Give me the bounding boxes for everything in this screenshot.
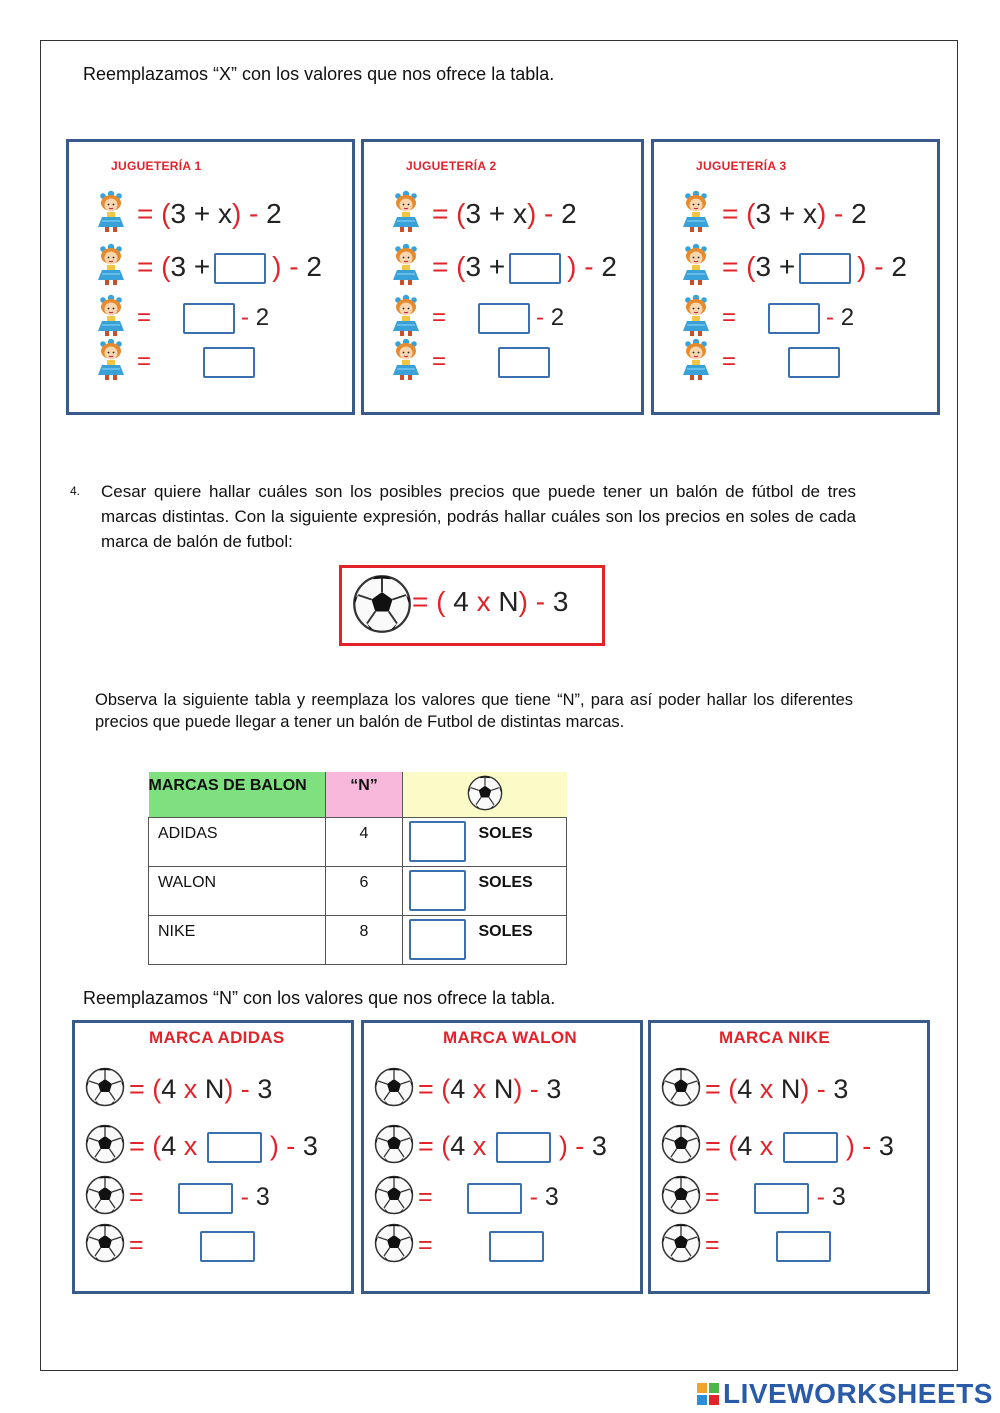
eq-part: 2: [550, 304, 565, 331]
soccer-ball-icon: [352, 574, 412, 634]
eq-part: x: [752, 1074, 781, 1104]
box-title: MARCA NIKE: [719, 1028, 830, 1047]
equation-row: [69, 294, 352, 342]
soccer-ball-icon: [661, 1124, 701, 1164]
doll-icon: [679, 294, 713, 338]
eq-part: 3: [878, 1131, 894, 1161]
equation-row: [364, 1173, 640, 1221]
eq-part: 3 +: [755, 251, 796, 282]
equation-row: [654, 338, 937, 386]
eq-part: ) -: [224, 1074, 258, 1104]
eq-part: =: [432, 348, 447, 375]
doll-icon: [679, 190, 713, 234]
equation-text: [432, 190, 577, 238]
unit-label: SOLES: [478, 923, 533, 940]
equation-text: [418, 1122, 607, 1170]
observe-paragraph: Observa la siguiente tabla y reemplaza los valores que tiene “N”, para así poder hallar los diferentes precios que puede llegar a tener un balón de Futbol de distintas marcas.: [95, 691, 853, 731]
eq-part: ) -: [845, 1131, 879, 1161]
n-cell: [326, 916, 403, 965]
eq-part: 2: [306, 251, 322, 282]
ball-brand-box: [72, 1020, 354, 1294]
equation-row: [651, 1065, 927, 1113]
eq-part: 4: [450, 1074, 466, 1104]
soccer-ball-icon: [661, 1223, 701, 1263]
formula-part: = (: [412, 586, 454, 617]
eq-part: 3 +: [465, 251, 506, 282]
doll-icon: [389, 338, 423, 382]
eq-part: = (: [722, 198, 756, 229]
liveworksheets-mark-icon: [697, 1383, 719, 1405]
eq-part: 2: [840, 304, 855, 331]
eq-part: ) -: [269, 1131, 303, 1161]
equation-text: [722, 294, 854, 342]
equation-row: [364, 338, 641, 386]
equation-text: [129, 1065, 272, 1113]
soccer-ball-icon: [374, 1175, 414, 1215]
equation-row: [364, 1221, 640, 1269]
equation-row: [69, 190, 352, 238]
answer-blank[interactable]: [783, 1132, 838, 1163]
eq-part: x: [752, 1131, 781, 1161]
answer-blank[interactable]: [489, 1231, 544, 1262]
eq-part: = (: [705, 1131, 738, 1161]
eq-part: 3 + x: [465, 198, 527, 229]
eq-part: 4: [737, 1131, 753, 1161]
brand-cell: [149, 916, 326, 965]
price-cell: [403, 818, 567, 867]
eq-part: = (: [129, 1074, 162, 1104]
eq-part: 3 + x: [170, 198, 232, 229]
eq-part: =: [137, 304, 152, 331]
equation-row: [75, 1065, 351, 1113]
answer-blank[interactable]: [799, 253, 851, 284]
equation-text: [722, 338, 840, 386]
box-title: JUGUETERÍA 1: [111, 159, 202, 173]
answer-blank[interactable]: [509, 253, 561, 284]
eq-part: x: [176, 1131, 205, 1161]
eq-part: = (: [705, 1074, 738, 1104]
brands-table: [148, 772, 567, 965]
n-value: 4: [359, 825, 369, 842]
soccer-ball-icon: [85, 1175, 125, 1215]
equation-text: [418, 1173, 559, 1221]
price-cell: [403, 867, 567, 916]
intro-n: Reemplazamos “N” con los valores que nos ofrece la tabla.: [83, 988, 556, 1008]
equation-text: [432, 243, 617, 291]
toy-store-box: [651, 139, 940, 415]
answer-blank[interactable]: [207, 1132, 262, 1163]
eq-part: x: [465, 1131, 494, 1161]
equation-text: [129, 1221, 255, 1269]
table-row: [149, 867, 567, 916]
doll-icon: [94, 243, 128, 287]
equation-text: [418, 1065, 561, 1113]
equation-text: [137, 294, 269, 342]
box-title: MARCA ADIDAS: [149, 1028, 285, 1047]
eq-part: 3: [546, 1074, 562, 1104]
answer-blank[interactable]: [178, 1183, 233, 1214]
formula-part: 4: [453, 586, 469, 617]
eq-part: 2: [266, 198, 282, 229]
doll-icon: [679, 243, 713, 287]
price-cell: [403, 916, 567, 965]
eq-part: -: [241, 304, 256, 331]
brand-name: NIKE: [158, 923, 196, 940]
brand-name: ADIDAS: [158, 825, 218, 842]
eq-part: 2: [255, 304, 270, 331]
eq-part: ) -: [816, 198, 852, 229]
equation-row: [364, 1122, 640, 1170]
equation-row: [654, 243, 937, 291]
equation-row: [651, 1221, 927, 1269]
equation-text: [129, 1173, 270, 1221]
eq-part: 3 +: [170, 251, 211, 282]
header-brand: [149, 772, 326, 818]
equation-text: [137, 190, 282, 238]
answer-blank[interactable]: [183, 303, 235, 334]
eq-part: ) -: [231, 198, 267, 229]
eq-part: =: [129, 1183, 144, 1211]
soccer-ball-icon: [661, 1175, 701, 1215]
eq-part: = (: [432, 251, 466, 282]
box-title: JUGUETERÍA 2: [406, 159, 497, 173]
n-value: 8: [359, 923, 369, 940]
table-row: [149, 916, 567, 965]
eq-part: 4: [450, 1131, 466, 1161]
soccer-ball-icon: [661, 1067, 701, 1107]
eq-part: =: [418, 1183, 433, 1211]
box-title: JUGUETERÍA 3: [696, 159, 787, 173]
answer-blank[interactable]: [788, 347, 840, 378]
answer-blank[interactable]: [498, 347, 550, 378]
doll-icon: [94, 190, 128, 234]
equation-row: [364, 243, 641, 291]
eq-part: = (: [432, 198, 466, 229]
toy-store-box: [361, 139, 644, 415]
eq-part: -: [536, 304, 551, 331]
eq-part: ) -: [558, 1131, 592, 1161]
eq-part: =: [137, 348, 152, 375]
intro-x: Reemplazamos “X” con los valores que nos ofrece la tabla.: [83, 64, 555, 84]
eq-part: ) -: [800, 1074, 834, 1104]
header-n: [326, 772, 403, 818]
answer-blank[interactable]: [203, 347, 255, 378]
equation-text: [137, 338, 255, 386]
equation-text: [432, 338, 550, 386]
eq-part: = (: [418, 1074, 451, 1104]
equation-text: [705, 1065, 848, 1113]
formula-box: [339, 565, 605, 646]
eq-part: x: [465, 1074, 494, 1104]
equation-text: [705, 1173, 846, 1221]
answer-blank[interactable]: [496, 1132, 551, 1163]
eq-part: ) -: [513, 1074, 547, 1104]
eq-part: =: [722, 348, 737, 375]
brand-cell: [149, 818, 326, 867]
eq-part: =: [418, 1231, 433, 1259]
eq-part: ) -: [567, 251, 602, 282]
answer-blank[interactable]: [214, 253, 266, 284]
eq-part: 4: [161, 1131, 177, 1161]
equation-row: [75, 1221, 351, 1269]
equation-row: [364, 1065, 640, 1113]
eq-part: = (: [137, 251, 171, 282]
n-cell: [326, 818, 403, 867]
equation-text: [432, 294, 564, 342]
question-number: 4.: [70, 484, 81, 498]
equation-text: [722, 190, 867, 238]
header-ball: [403, 772, 567, 818]
equation-text: [722, 243, 907, 291]
soccer-ball-icon: [85, 1067, 125, 1107]
answer-blank[interactable]: [776, 1231, 831, 1262]
equation-row: [69, 243, 352, 291]
eq-part: =: [705, 1231, 720, 1259]
doll-icon: [389, 243, 423, 287]
eq-part: 3 + x: [755, 198, 817, 229]
eq-part: ) -: [272, 251, 307, 282]
equation-row: [654, 294, 937, 342]
eq-part: =: [432, 304, 447, 331]
header-n-label: “N”: [350, 777, 378, 794]
price-answer-blank[interactable]: [409, 919, 466, 960]
eq-part: = (: [418, 1131, 451, 1161]
answer-blank[interactable]: [754, 1183, 809, 1214]
eq-part: 3: [257, 1074, 273, 1104]
eq-part: 2: [601, 251, 617, 282]
formula-part: 3: [552, 586, 569, 617]
ball-brand-box: [648, 1020, 930, 1294]
equation-row: [75, 1122, 351, 1170]
eq-part: -: [816, 1183, 832, 1211]
header-brand-label: MARCAS DE BALON: [148, 777, 307, 794]
unit-label: SOLES: [478, 874, 533, 891]
equation-text: [137, 243, 322, 291]
soccer-ball-icon: [374, 1067, 414, 1107]
logo-text: LIVEWORKSHEETS: [723, 1378, 993, 1409]
answer-blank[interactable]: [200, 1231, 255, 1262]
eq-part: x: [176, 1074, 205, 1104]
ball-brand-box: [361, 1020, 643, 1294]
eq-part: 2: [561, 198, 577, 229]
equation-row: [651, 1122, 927, 1170]
unit-label: SOLES: [478, 825, 533, 842]
answer-blank[interactable]: [467, 1183, 522, 1214]
eq-part: = (: [137, 198, 171, 229]
n-cell: [326, 867, 403, 916]
eq-part: -: [240, 1183, 256, 1211]
eq-part: =: [129, 1231, 144, 1259]
doll-icon: [389, 294, 423, 338]
price-answer-blank[interactable]: [409, 821, 466, 862]
answer-blank[interactable]: [768, 303, 820, 334]
eq-part: N: [780, 1074, 801, 1104]
eq-part: 4: [737, 1074, 753, 1104]
equation-text: [418, 1221, 544, 1269]
eq-part: 4: [161, 1074, 177, 1104]
doll-icon: [679, 338, 713, 382]
formula-part: x: [468, 586, 499, 617]
eq-part: 3: [831, 1183, 846, 1211]
brand-cell: [149, 867, 326, 916]
equation-text: [705, 1221, 831, 1269]
doll-icon: [389, 190, 423, 234]
eq-part: ) -: [857, 251, 892, 282]
eq-part: N: [493, 1074, 514, 1104]
eq-part: =: [705, 1183, 720, 1211]
eq-part: = (: [129, 1131, 162, 1161]
equation-text: [129, 1122, 318, 1170]
eq-part: -: [529, 1183, 545, 1211]
eq-part: 3: [255, 1183, 270, 1211]
eq-part: -: [826, 304, 841, 331]
formula-part: ) -: [518, 586, 553, 617]
eq-part: = (: [722, 251, 756, 282]
box-title: MARCA WALON: [443, 1028, 577, 1047]
equation-row: [651, 1173, 927, 1221]
doll-icon: [94, 338, 128, 382]
equation-row: [364, 294, 641, 342]
eq-part: =: [722, 304, 737, 331]
eq-part: 3: [544, 1183, 559, 1211]
question-paragraph: Cesar quiere hallar cuáles son los posibles precios que puede tener un balón de fútbol de tres marcas distintas. Con la siguiente expresión, podrás hallar cuáles son los precios en soles de cada marca de balón de futbol:: [101, 482, 856, 551]
answer-blank[interactable]: [478, 303, 530, 334]
soccer-ball-icon: [374, 1223, 414, 1263]
eq-part: 2: [891, 251, 907, 282]
equation-row: [69, 338, 352, 386]
soccer-ball-icon: [467, 775, 503, 811]
equation-row: [364, 190, 641, 238]
price-answer-blank[interactable]: [409, 870, 466, 911]
table-row: [149, 818, 567, 867]
equation-row: [654, 190, 937, 238]
eq-part: N: [204, 1074, 225, 1104]
equation-text: [705, 1122, 894, 1170]
eq-part: ) -: [526, 198, 562, 229]
eq-part: 3: [302, 1131, 318, 1161]
liveworksheets-logo: [697, 1378, 993, 1410]
formula-text: [412, 586, 568, 618]
soccer-ball-icon: [85, 1223, 125, 1263]
soccer-ball-icon: [85, 1124, 125, 1164]
soccer-ball-icon: [374, 1124, 414, 1164]
toy-store-box: [66, 139, 355, 415]
equation-row: [75, 1173, 351, 1221]
n-value: 6: [359, 874, 369, 891]
doll-icon: [94, 294, 128, 338]
brand-name: WALON: [158, 874, 217, 891]
eq-part: 2: [851, 198, 867, 229]
eq-part: 3: [591, 1131, 607, 1161]
eq-part: 3: [833, 1074, 849, 1104]
formula-part: N: [498, 586, 519, 617]
